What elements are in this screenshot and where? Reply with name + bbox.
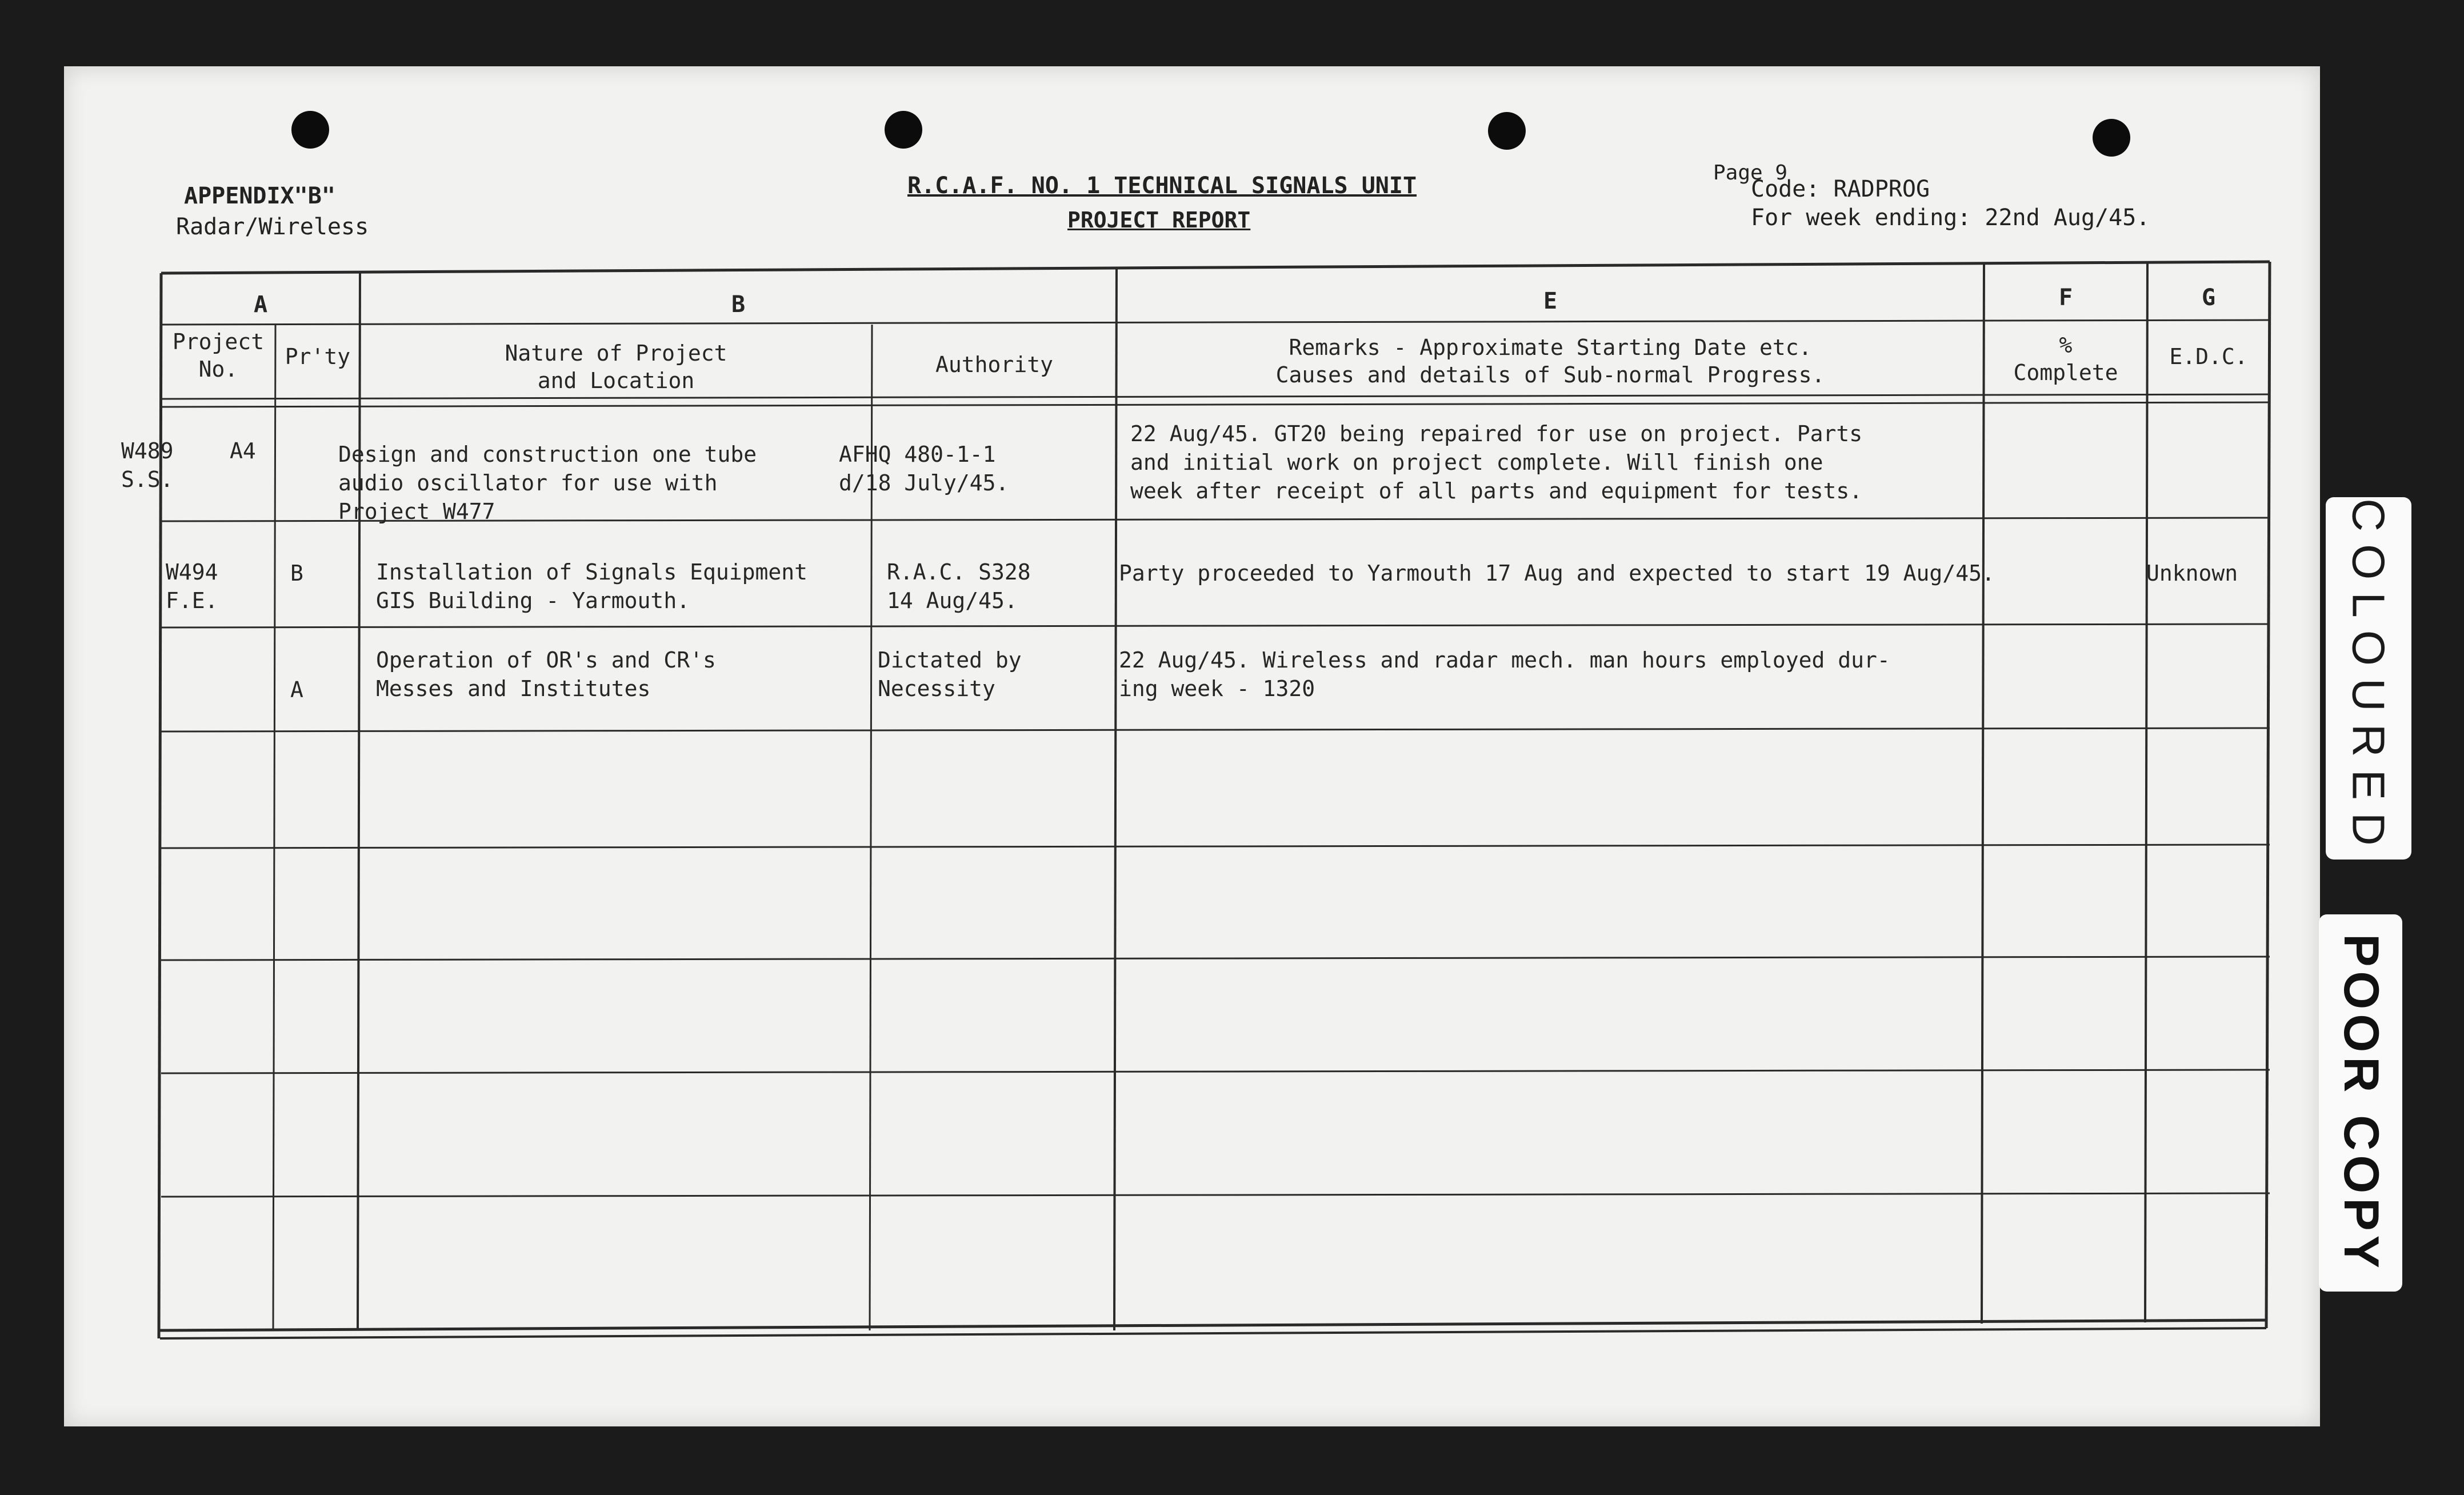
row3-remarks: 22 Aug/45. Wireless and radar mech. man hours employed dur- ing week - 1320 bbox=[1119, 647, 1890, 701]
row2-priority: B bbox=[290, 561, 303, 586]
appendix-subtitle: Radar/Wireless bbox=[176, 214, 369, 240]
poor-copy-stamp bbox=[2319, 914, 2402, 1292]
row2-nature: Installation of Signals Equipment GIS Building - Yarmouth. bbox=[376, 559, 807, 613]
column-header-priority: Pr'ty bbox=[285, 344, 351, 369]
row1-nature: Design and construction one tube audio oscillator for use with Project W477 bbox=[338, 442, 757, 524]
row3-priority: A bbox=[290, 677, 303, 702]
row2-remarks: Party proceeded to Yarmouth 17 Aug and expected to start 19 Aug/45. bbox=[1119, 561, 1995, 586]
column-letter-f: F bbox=[2058, 285, 2073, 311]
appendix-label: APPENDIX"B" bbox=[184, 183, 335, 209]
coloured-stamp bbox=[2326, 497, 2411, 860]
coloured-stamp-text: COLOURED bbox=[2343, 498, 2394, 858]
row2-authority: R.A.C. S328 14 Aug/45. bbox=[887, 559, 1031, 613]
column-header-complete: % Complete bbox=[2013, 333, 2118, 385]
column-header-authority: Authority bbox=[935, 352, 1053, 377]
report-title: PROJECT REPORT bbox=[1067, 207, 1251, 233]
column-header-nature: Nature of Project and Location bbox=[505, 341, 727, 393]
column-header-project-no: Project No. bbox=[172, 329, 265, 382]
table-grid bbox=[64, 66, 2320, 1426]
column-letter-b: B bbox=[731, 291, 746, 318]
row1-project-no: W489 S.S. bbox=[121, 438, 174, 492]
row1-remarks: 22 Aug/45. GT20 being repaired for use on project. Parts and initial work on project complete. Will finish one week after receipt of all parts and equipment for tests. bbox=[1130, 421, 1863, 503]
column-header-edc: E.D.C. bbox=[2169, 344, 2248, 369]
week-ending: For week ending: 22nd Aug/45. bbox=[1751, 205, 2150, 231]
row1-priority: A4 bbox=[230, 438, 256, 463]
column-letter-g: G bbox=[2201, 285, 2216, 311]
row3-nature: Operation of OR's and CR's Messes and Institutes bbox=[376, 647, 716, 701]
row3-authority: Dictated by Necessity bbox=[878, 647, 1022, 701]
document-sheet bbox=[64, 66, 2320, 1426]
page-number: Page 9 bbox=[1713, 161, 1788, 185]
unit-title: R.C.A.F. NO. 1 TECHNICAL SIGNALS UNIT bbox=[907, 173, 1417, 199]
row2-project-no: W494 F.E. bbox=[166, 559, 218, 613]
poor-copy-stamp-text: POOR COPY bbox=[2333, 933, 2389, 1273]
row2-edc: Unknown bbox=[2146, 561, 2238, 586]
column-letter-e: E bbox=[1543, 288, 1558, 314]
report-code: Code: RADPROG bbox=[1751, 176, 1930, 202]
column-header-remarks: Remarks - Approximate Starting Date etc. Causes and details of Sub-normal Progress. bbox=[1275, 335, 1825, 387]
column-letter-a: A bbox=[253, 291, 268, 318]
row1-authority: AFHQ 480-1-1 d/18 July/45. bbox=[839, 442, 1009, 495]
